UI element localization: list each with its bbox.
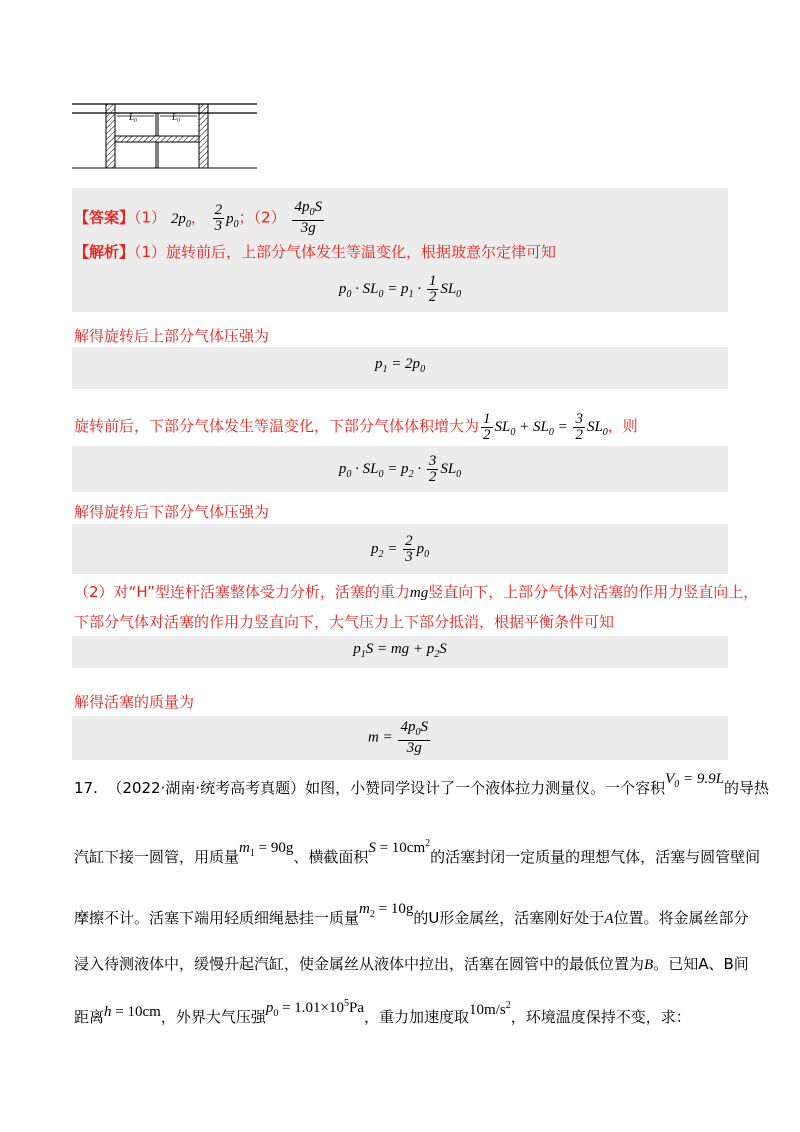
figure-label-left: L₀ (129, 112, 138, 122)
problem-line3: 摩擦不计。活塞下端用轻质细绳悬挂一质量$m_2 = 10g$的U形金属丝，活塞刚好处于A位置。将金属丝部分 (74, 901, 749, 927)
equation-2: $p_1 = 2p_0$ (374, 356, 426, 375)
equation-4: $p_2$ = $\frac{2}{3}$ $p_0$ (370, 533, 430, 565)
answer-part1-label: （1） (134, 208, 167, 227)
analysis-line7: 解得活塞的质量为 (74, 693, 195, 711)
equation-5: $p_1S$ = mg + $p_2S$ (353, 641, 447, 660)
analysis-tag: 【解析】 (74, 243, 135, 261)
equation-3: $p_0 \cdot SL_0 = p_2$ · $\frac{3}{2}$ $SL_0$ (338, 453, 462, 485)
analysis-line1: 【解析】（1）旋转前后，上部分气体发生等温变化，根据玻意尔定律可知 (74, 243, 557, 261)
equation-1: $p_0 \cdot SL_0 = p_1$ · $\frac{1}{2}$ $SL_0$ (338, 273, 462, 305)
problem-line5: 距离h = 10cm，外界大气压强$p_0 = 1.01\times 10^5Pa$，重力加速度取$10m/s^2$，环境温度保持不变，求： (74, 998, 691, 1026)
problem-number: 17. (74, 779, 98, 797)
answer-tag: 【答案】 (74, 208, 135, 227)
problem-line4: 浸入待测液体中，缓慢升起汽缸，使金属丝从液体中拉出，活塞在圆管中的最低位置为B。已知A、B间 (74, 955, 749, 973)
equation-6: m = $\frac{4p_0S}{3g}$ (368, 719, 428, 756)
analysis-line4: 解得旋转后下部分气体压强为 (74, 503, 270, 521)
analysis-line6: 下部分气体对活塞的作用力竖直向下，大气压力上下部分抵消，根据平衡条件可知 (74, 613, 615, 631)
figure-label-right: L₀ (172, 112, 181, 122)
problem-line2: 汽缸下接一圆管，用质量$m_1 = 90g$、横截面积$S = 10cm^2$的活塞封闭一定质量的理想气体，活塞与圆管壁间 (74, 838, 761, 866)
problem-line1: 17. （2022·湖南·统考高考真题）如图，小赞同学设计了一个液体拉力测量仪。一个容积$V_0 = 9.9L$的导热 (74, 771, 770, 797)
analysis-line3: 旋转前后，下部分气体发生等温变化，下部分气体体积增大为 $\frac{1}{2}$ $SL_0 + SL_0$ = $\frac{3}{2}$ $SL_0$，则 (74, 411, 638, 443)
analysis-line5: （2）对“H”型连杆活塞整体受力分析，活塞的重力mg竖直向下，上部分气体对活塞的作用力竖直向上， (74, 583, 759, 601)
answer-part2-label: （2） (253, 208, 286, 227)
answer-line: 【答案】（1） $2p_0$， $\frac{2}{3}$ $p_0$；（2） $\frac{4p_0S}{3g}$ (74, 199, 322, 236)
cylinder-figure (72, 100, 262, 172)
analysis-line2: 解得旋转后上部分气体压强为 (74, 327, 270, 345)
